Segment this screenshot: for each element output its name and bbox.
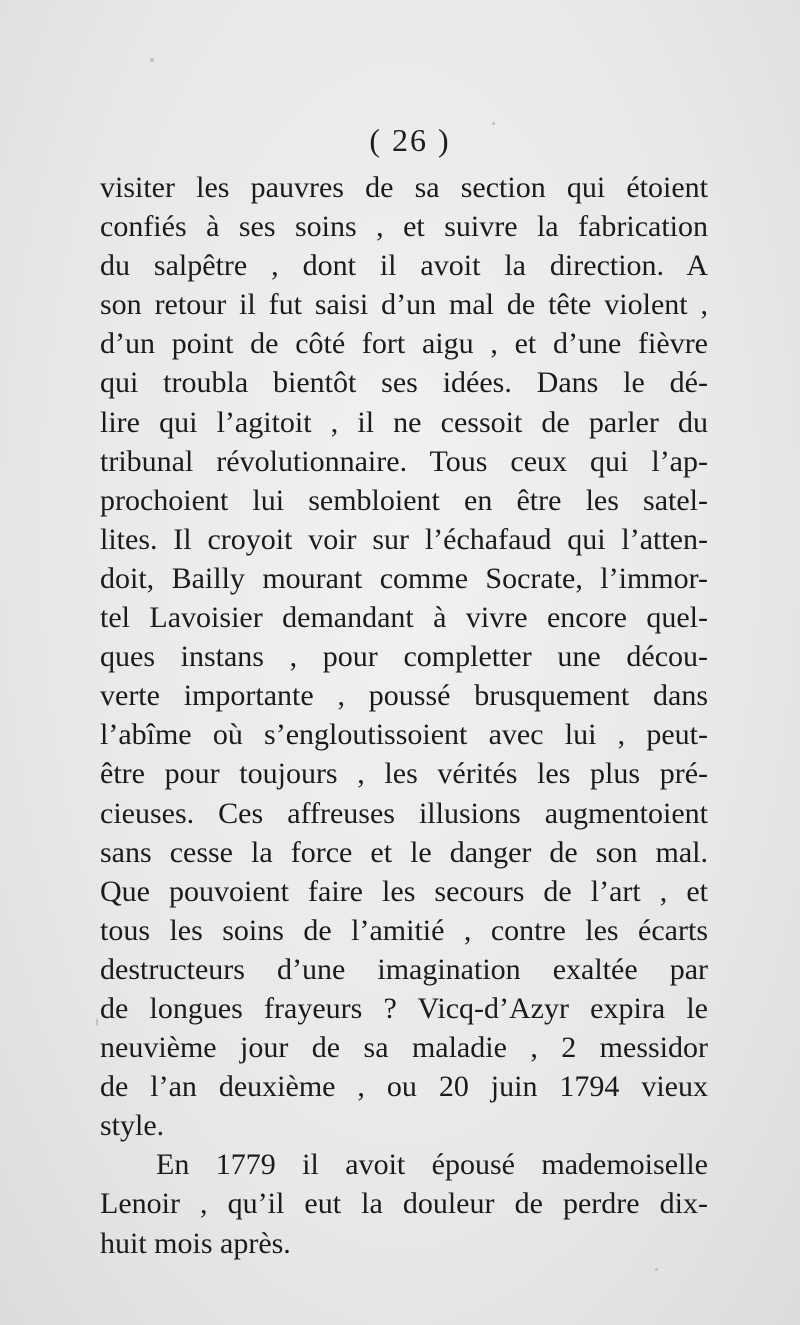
text-line: qui troubla bientôt ses idées. Dans le dé-: [100, 366, 708, 400]
text-line: doit, Bailly mourant comme Socrate, l’immor-: [100, 561, 708, 595]
text-line: style.: [100, 1109, 165, 1143]
text-line: Lenoir , qu’il eut la douleur de perdre dix-: [100, 1187, 708, 1221]
page-number: ( 26 ): [369, 122, 451, 158]
text-line: être pour toujours , les vérités les plus pré-: [100, 757, 708, 791]
text-line: Que pouvoient faire les secours de l’art , et: [100, 874, 708, 908]
text-line: verte importante , poussé brusquement dans: [100, 679, 708, 713]
text-line: du salpêtre , dont il avoit la direction. A: [100, 249, 708, 283]
text-line: lites. Il croyoit voir sur l’échafaud qui l’atten-: [100, 522, 708, 556]
body-text: [100, 168, 708, 1263]
text-line: ques instans , pour completter une décou-: [100, 640, 708, 674]
text-line: tel Lavoisier demandant à vivre encore quel-: [100, 601, 708, 635]
text-line: visiter les pauvres de sa section qui étoient: [100, 171, 708, 204]
text-line: de longues frayeurs ? Vicq-d’Azyr expira le: [100, 991, 708, 1025]
text-line: tous les soins de l’amitié , contre les écarts: [100, 913, 708, 947]
text-line: de l’an deuxième , ou 20 juin 1794 vieux: [100, 1070, 708, 1104]
text-line: sans cesse la force et le danger de son mal.: [100, 835, 708, 869]
text-line: d’un point de côté fort aigu , et d’une fièvre: [100, 327, 708, 361]
paper-speck: [96, 1018, 98, 1026]
text-line: neuvième jour de sa maladie , 2 messidor: [100, 1031, 708, 1065]
paper-speck: [150, 58, 154, 62]
text-line: l’abîme où s’engloutissoient avec lui , peut-: [100, 718, 708, 752]
text-line: confiés à ses soins , et suivre la fabrication: [100, 210, 708, 244]
text-line: destructeurs d’une imagination exaltée par: [100, 952, 708, 986]
text-line: huit mois après.: [100, 1226, 291, 1260]
paragraph-2: [100, 1145, 708, 1262]
text-line: cieuses. Ces affreuses illusions augmentoient: [100, 796, 708, 830]
text-line: En 1779 il avoit épousé mademoiselle: [156, 1148, 708, 1182]
text-line: prochoient lui sembloient en être les satel-: [100, 483, 708, 517]
text-line: son retour il fut saisi d’un mal de tête violent ,: [100, 288, 708, 322]
paper-speck: [655, 1268, 658, 1271]
text-line: lire qui l’agitoit , il ne cessoit de parler du: [100, 405, 708, 439]
text-line: tribunal révolutionnaire. Tous ceux qui l’ap-: [100, 444, 708, 478]
paper-speck: [492, 122, 495, 125]
paragraph-1: [100, 168, 708, 1145]
